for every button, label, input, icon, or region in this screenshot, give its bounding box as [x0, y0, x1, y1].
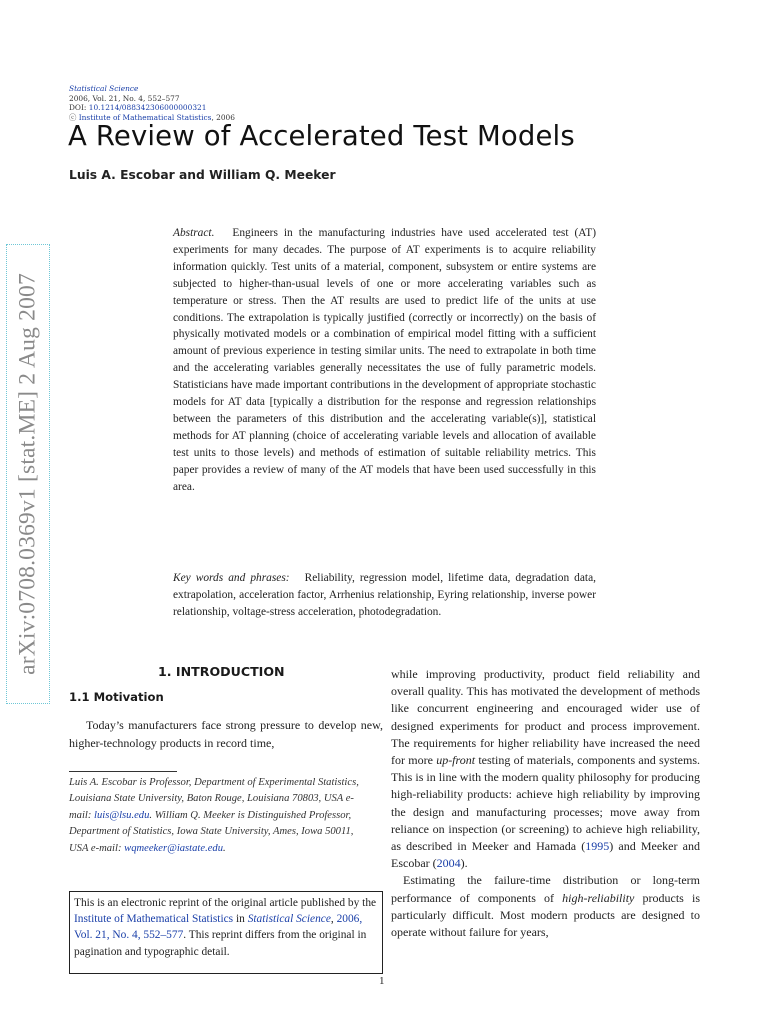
reprint-text-1: This is an electronic reprint of the original article published by the	[74, 897, 377, 909]
text-run: Estimating the failure-time distribution or long-term performance of components of	[391, 873, 700, 905]
authors: Luis A. Escobar and William Q. Meeker	[69, 168, 336, 182]
right-column-paragraph-2	[391, 872, 700, 941]
arxiv-stamp-text: arXiv:0708.0369v1 [stat.ME] 2 Aug 2007	[14, 273, 41, 675]
page-number: 1	[379, 975, 385, 987]
citation-link-2004[interactable]: 2004	[436, 856, 461, 871]
keywords	[173, 570, 596, 621]
text-run: while improving productivity, product field reliability and overall quality. This has motivated the development of methods like concurrent engineering and encouraged wider use of designed experiments for product and process improvement. The requirements for higher reliability have increased the need for more	[391, 667, 700, 768]
email-link-meeker[interactable]: wqmeeker@iastate.edu	[124, 842, 224, 854]
footnote-text-3: .	[223, 842, 226, 854]
right-column	[391, 666, 700, 941]
text-run: testing of materials, components and systems. This is in line with the modern quality philosophy for producing high-reliability products: achieve high reliability by improving the design and manufacturing processes; move away from reliance on inspection (or screening) to achieve high reliability, as described in Meeker and Hamada (	[391, 753, 700, 854]
doi-line	[69, 103, 235, 113]
email-link-escobar[interactable]: luis@lsu.edu	[94, 809, 150, 821]
text-run: products is particularly difficult. Most modern products are designed to operate without failure for years,	[391, 890, 700, 940]
section-heading: 1. INTRODUCTION	[158, 664, 285, 679]
keywords-text: Reliability, regression model, lifetime data, degradation data, extrapolation, acceleration factor, Arrhenius relationship, Eyring relationship, inverse power relationship, voltage-stress acceleration, photodegradation.	[173, 572, 596, 618]
citation-link-1995[interactable]: 1995	[585, 839, 610, 854]
reprint-journal-link[interactable]: Statistical Science	[247, 913, 331, 926]
left-column-paragraph: Today’s manufacturers face strong pressure to develop new, higher-technology products in record time,	[69, 718, 383, 750]
volume-line: 2006, Vol. 21, No. 4, 552–577	[69, 93, 180, 103]
abstract-text: Engineers in the manufacturing industries have used accelerated test (AT) experiments for many decades. The purpose of AT experiments is to acquire reliability information quickly. Test units of a material, component, subsystem or entire systems are subjected to higher-than-usual levels of one or more accelerating variables such as temperature or stress. Then the AT results are used to predict life of the units at use conditions. The extrapolation is typically justified (correctly or incorrectly) on the basis of physically motivated models or a combination of empirical model fitting with a sufficient amount of previous experience in testing similar units. The need to extrapolate in both time and the accelerating variables generally necessitates the use of fully parametric models. Statisticians have made important contributions in the development of appropriate stochastic models for AT data [typically a distribution for the response and regression relationships between the parameters of this distribution and the accelerating variable(s)], statistical methods for AT planning (choice of accelerating variable levels and allocation of available test units to those levels) and methods of estimation of suitable reliability metrics. This paper provides a review of many of the AT models that have been used successfully in this area.	[173, 227, 597, 493]
reprint-notice-box	[69, 891, 383, 974]
doi-link[interactable]: 10.1214/088342306000000321	[88, 103, 207, 113]
doi-prefix: DOI:	[69, 103, 89, 113]
footnote-text-2: . William Q. Meeker is Distinguished Professor, Department of Statistics, Iowa State University, Ames, Iowa 50011, USA e-mail:	[69, 809, 354, 854]
reprint-ims-link[interactable]: Institute of Mathematical Statistics	[74, 913, 234, 926]
right-column-paragraph-1	[391, 666, 700, 872]
arxiv-stamp	[6, 244, 50, 704]
reprint-text-4: . This reprint differs from the original in pagination and typographic detail.	[74, 929, 367, 958]
subsection-heading: 1.1 Motivation	[69, 690, 164, 704]
paper-title: A Review of Accelerated Test Models	[68, 120, 575, 152]
author-footnote	[69, 775, 359, 857]
abstract-label: Abstract.	[173, 227, 215, 239]
reprint-text-3: ,	[330, 913, 337, 926]
abstract	[173, 225, 596, 496]
copyright-symbol: ⓒ	[69, 112, 79, 122]
text-run: ) and Meeker and Escobar (	[391, 839, 700, 871]
reprint-text-2: in	[233, 913, 248, 926]
text-run: ).	[460, 856, 468, 871]
copyright-year: , 2006	[211, 112, 235, 122]
emphasis-high-reliability: high-reliability	[562, 890, 635, 905]
keywords-label: Key words and phrases:	[173, 572, 290, 584]
footnote-divider	[69, 771, 177, 772]
emphasis-up-front: up-front	[436, 753, 476, 768]
reprint-citation-link[interactable]: 2006, Vol. 21, No. 4, 552–577	[74, 913, 363, 942]
journal-link[interactable]: Statistical Science	[69, 84, 139, 93]
ims-link[interactable]: Institute of Mathematical Statistics	[78, 112, 212, 122]
journal-header	[69, 84, 235, 122]
footnote-text-1: Luis A. Escobar is Professor, Department of Experimental Statistics, Louisiana State University, Baton Rouge, Louisiana 70803, USA e-mail:	[69, 777, 359, 821]
